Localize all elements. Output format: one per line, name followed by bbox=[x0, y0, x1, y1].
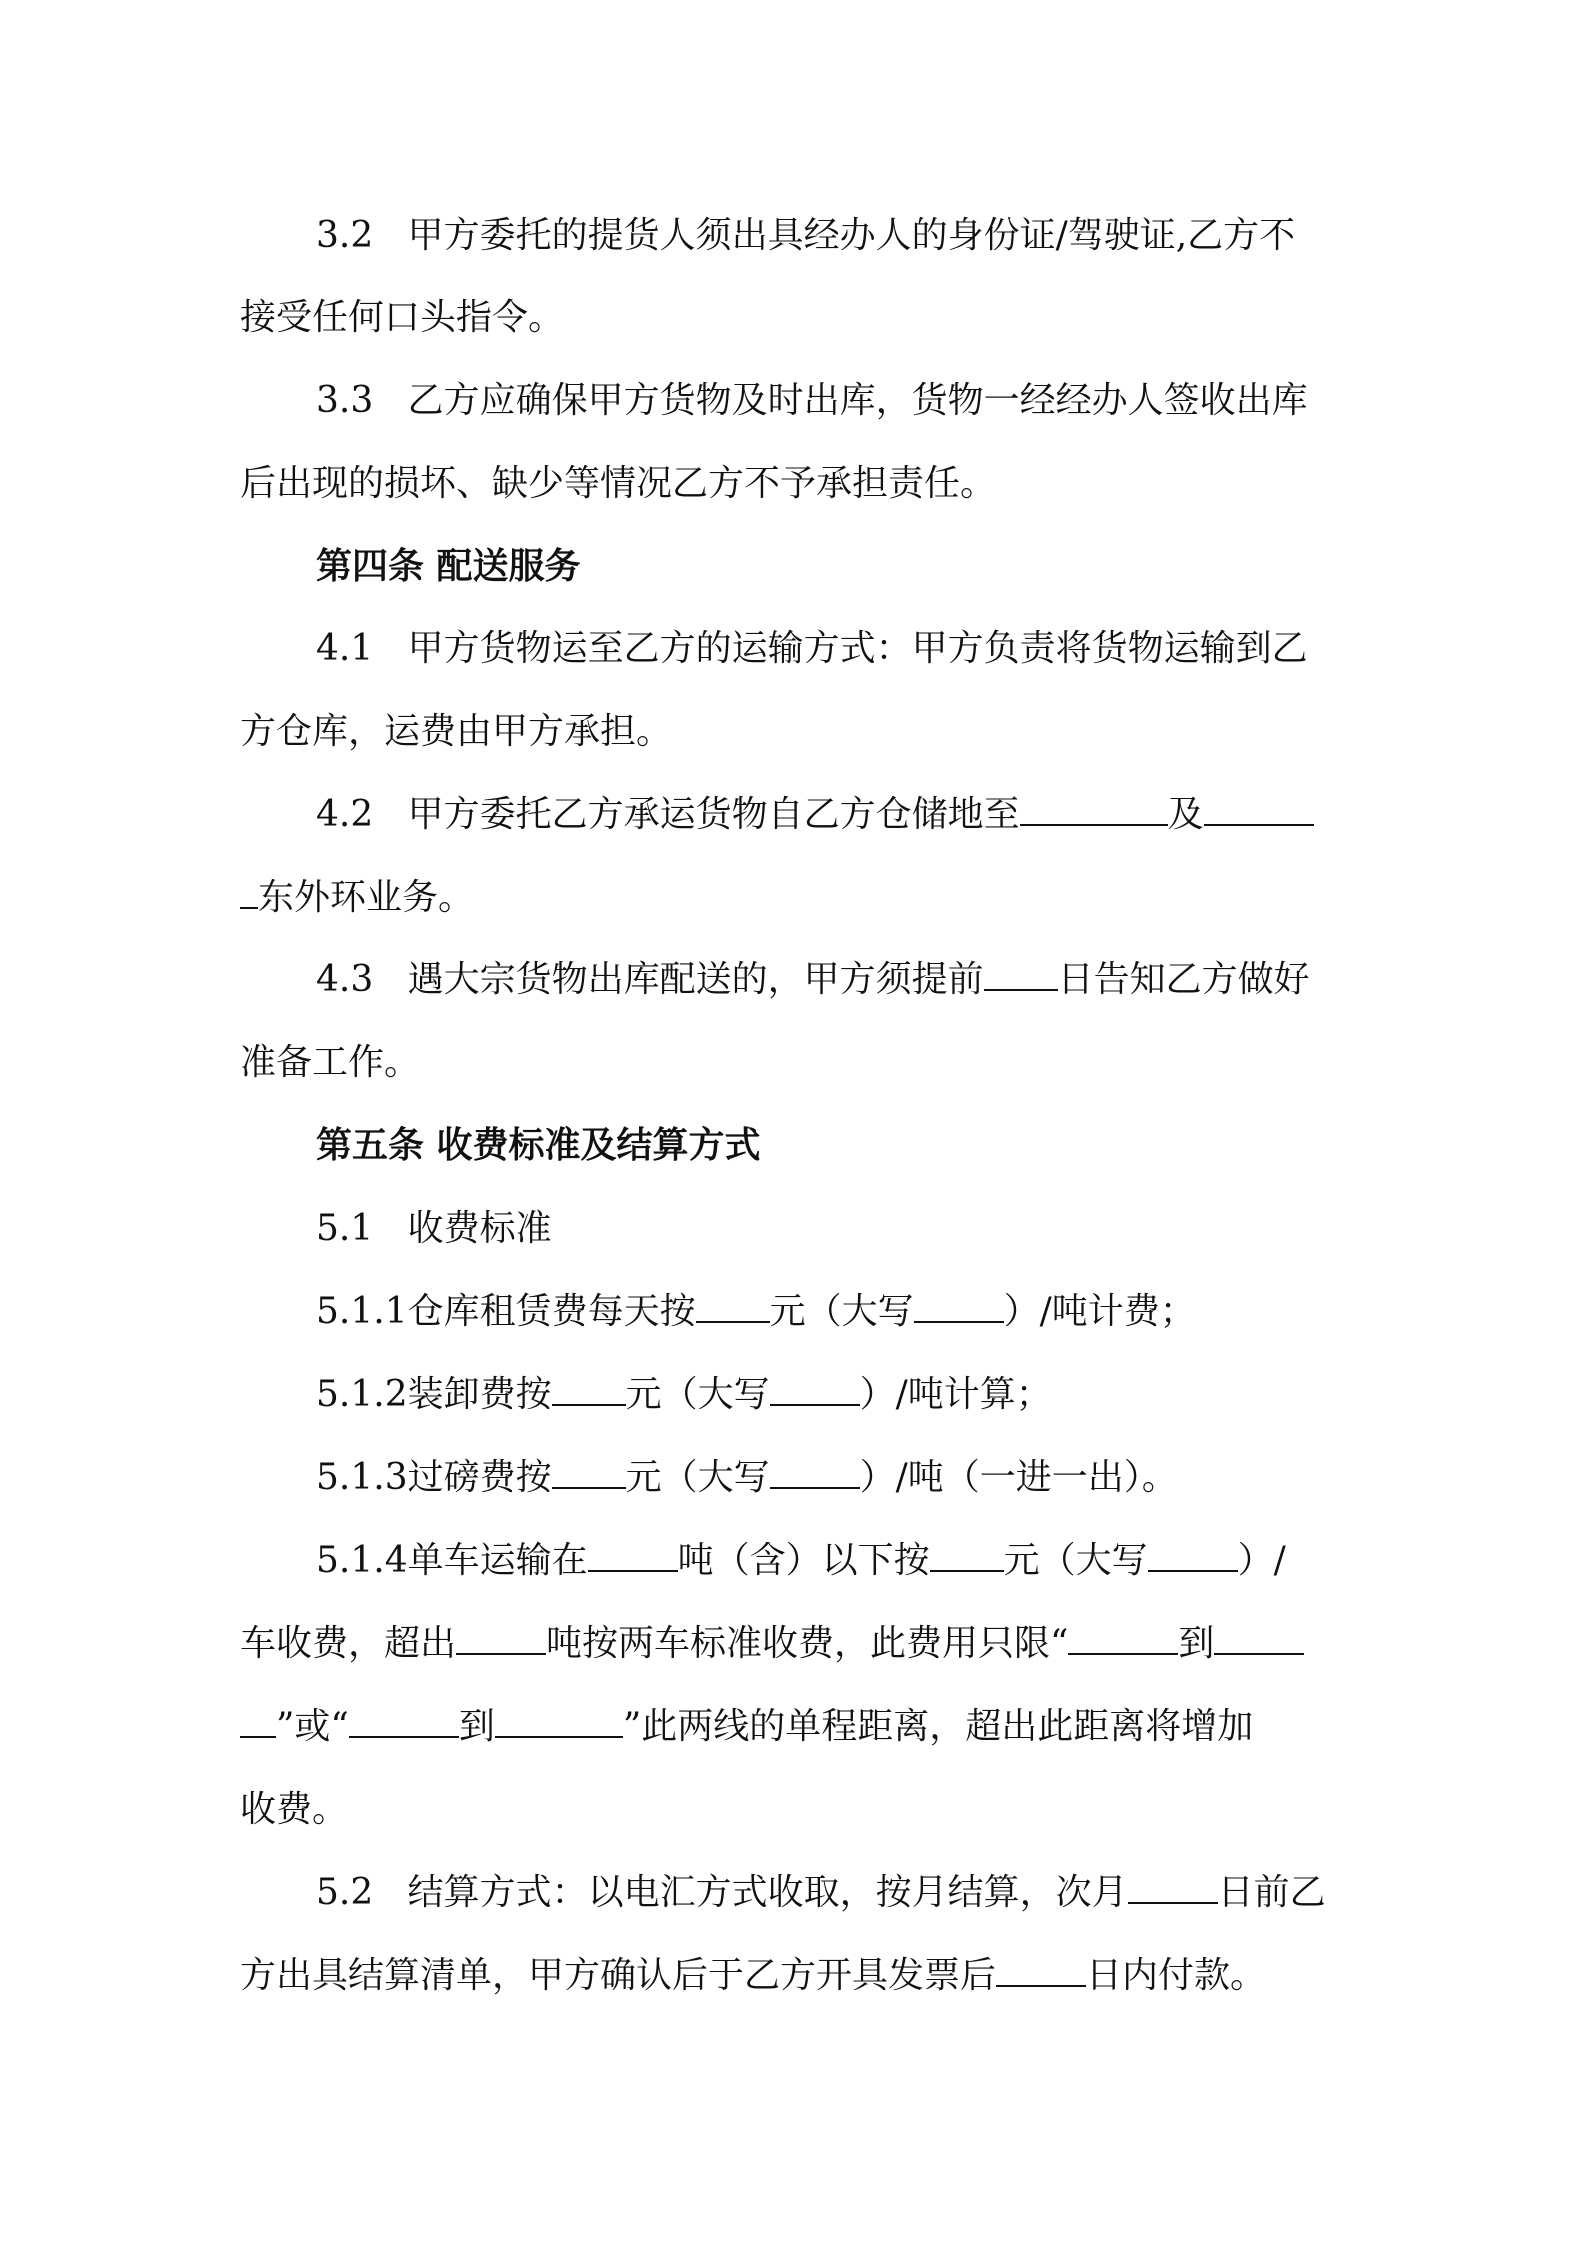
clause-3-2-line-1 bbox=[316, 212, 1295, 260]
clause-number: 5.1.3 bbox=[316, 1457, 408, 1498]
clause-number: 3.2 bbox=[316, 215, 374, 256]
clause-5-2-line-2 bbox=[240, 1952, 1266, 2000]
blank-field[interactable] bbox=[1128, 1870, 1218, 1904]
clause-text: 遇大宗货物出库配送的，甲方须提前 bbox=[407, 959, 984, 1000]
clause-5-1-4-line-1 bbox=[316, 1537, 1286, 1585]
clause-3-2-line-2: 接受任何口头指令。 bbox=[240, 297, 565, 338]
clause-text: ）/吨计费； bbox=[1003, 1291, 1196, 1332]
clause-text: 日内付款。 bbox=[1086, 1955, 1267, 1996]
clause-number: 5.1.1 bbox=[316, 1291, 408, 1332]
blank-field[interactable] bbox=[770, 1455, 860, 1489]
clause-3-3-line-2: 后出现的损坏、缺少等情况乙方不予承担责任。 bbox=[240, 463, 997, 504]
blank-field[interactable] bbox=[349, 1704, 459, 1738]
clause-text: 吨（含）以下按 bbox=[677, 1540, 930, 1581]
clause-text: 甲方委托的提货人须出具经办人的身份证/驾驶证,乙方不 bbox=[407, 215, 1296, 256]
blank-field[interactable] bbox=[456, 1621, 546, 1655]
article-5-heading: 第五条 收费标准及结算方式 bbox=[316, 1125, 761, 1166]
clause-text: 东外环业务。 bbox=[258, 877, 475, 918]
clause-text: 仓库租赁费每天按 bbox=[407, 1291, 696, 1332]
clause-text: 日前乙 bbox=[1217, 1872, 1326, 1913]
blank-field[interactable] bbox=[588, 1538, 678, 1572]
clause-text: 乙方应确保甲方货物及时出库，货物一经经办人签收出库 bbox=[407, 380, 1308, 421]
clause-text: 装卸费按 bbox=[407, 1374, 552, 1415]
blank-field[interactable] bbox=[552, 1372, 626, 1406]
clause-number: 4.2 bbox=[316, 794, 374, 835]
clause-3-3-line-1 bbox=[316, 377, 1308, 425]
blank-field[interactable] bbox=[914, 1289, 1004, 1323]
blank-field[interactable] bbox=[770, 1372, 860, 1406]
clause-5-1-3 bbox=[316, 1454, 1178, 1502]
clause-text: 方出具结算清单，甲方确认后于乙方开具发票后 bbox=[240, 1955, 997, 1996]
clause-text: 到 bbox=[1178, 1623, 1215, 1664]
clause-number: 5.2 bbox=[316, 1872, 374, 1913]
clause-text: 到 bbox=[458, 1706, 495, 1747]
clause-text: 日告知乙方做好 bbox=[1057, 959, 1310, 1000]
clause-number: 5.1.4 bbox=[316, 1540, 408, 1581]
clause-text: 元（大写 bbox=[769, 1291, 914, 1332]
clause-5-1-4-line-3 bbox=[240, 1703, 1253, 1751]
clause-4-2-line-1 bbox=[316, 791, 1314, 839]
clause-number: 3.3 bbox=[316, 380, 374, 421]
clause-text: ）/ bbox=[1237, 1540, 1286, 1581]
clause-text: 过磅费按 bbox=[407, 1457, 552, 1498]
clause-number: 5.1.2 bbox=[316, 1374, 408, 1415]
clause-text: 及 bbox=[1167, 794, 1204, 835]
blank-field[interactable] bbox=[1148, 1538, 1238, 1572]
clause-4-3-line-1 bbox=[316, 956, 1310, 1004]
clause-text: ”此两线的单程距离，超出此距离将增加 bbox=[622, 1706, 1254, 1747]
clause-text: 车收费，超出 bbox=[240, 1623, 457, 1664]
clause-number: 4.1 bbox=[316, 628, 374, 669]
clause-5-2-line-1 bbox=[316, 1869, 1326, 1917]
clause-number: 4.3 bbox=[316, 959, 374, 1000]
clause-4-3-line-2: 准备工作。 bbox=[240, 1042, 421, 1083]
clause-text: 元（大写 bbox=[625, 1457, 770, 1498]
clause-text: 结算方式：以电汇方式收取，按月结算，次月 bbox=[407, 1872, 1128, 1913]
clause-5-1-4-line-4: 收费。 bbox=[240, 1789, 349, 1830]
blank-field[interactable] bbox=[1214, 1621, 1304, 1655]
clause-text: ”或“ bbox=[276, 1706, 349, 1747]
blank-field[interactable] bbox=[996, 1953, 1086, 1987]
blank-field[interactable] bbox=[495, 1704, 623, 1738]
clause-text: ）/吨（一进一出）。 bbox=[859, 1457, 1178, 1498]
clause-text: ）/吨计算； bbox=[859, 1374, 1052, 1415]
clause-text: 元（大写 bbox=[1003, 1540, 1148, 1581]
clause-5-1 bbox=[316, 1205, 552, 1253]
blank-field[interactable] bbox=[552, 1455, 626, 1489]
blank-field[interactable] bbox=[1204, 792, 1314, 826]
clause-5-1-1 bbox=[316, 1288, 1196, 1336]
blank-field[interactable] bbox=[1068, 1621, 1178, 1655]
blank-field[interactable] bbox=[930, 1538, 1004, 1572]
blank-field[interactable] bbox=[240, 1704, 276, 1738]
clause-4-2-line-2 bbox=[240, 874, 474, 922]
article-4-heading: 第四条 配送服务 bbox=[316, 546, 581, 587]
clause-text: 甲方委托乙方承运货物自乙方仓储地至 bbox=[407, 794, 1020, 835]
clause-5-1-2 bbox=[316, 1371, 1052, 1419]
blank-field[interactable] bbox=[696, 1289, 770, 1323]
blank-field[interactable] bbox=[240, 875, 258, 909]
clause-text: 单车运输在 bbox=[407, 1540, 588, 1581]
clause-5-1-4-line-2 bbox=[240, 1620, 1304, 1668]
clause-text: 收费标准 bbox=[407, 1208, 552, 1249]
clause-number: 5.1 bbox=[316, 1208, 374, 1249]
clause-text: 元（大写 bbox=[625, 1374, 770, 1415]
clause-4-1-line-1 bbox=[316, 625, 1308, 673]
clause-text: 吨按两车标准收费，此费用只限“ bbox=[546, 1623, 1069, 1664]
clause-4-1-line-2: 方仓库，运费由甲方承担。 bbox=[240, 711, 673, 752]
blank-field[interactable] bbox=[984, 957, 1058, 991]
blank-field[interactable] bbox=[1020, 792, 1168, 826]
clause-text: 甲方货物运至乙方的运输方式：甲方负责将货物运输到乙 bbox=[407, 628, 1308, 669]
